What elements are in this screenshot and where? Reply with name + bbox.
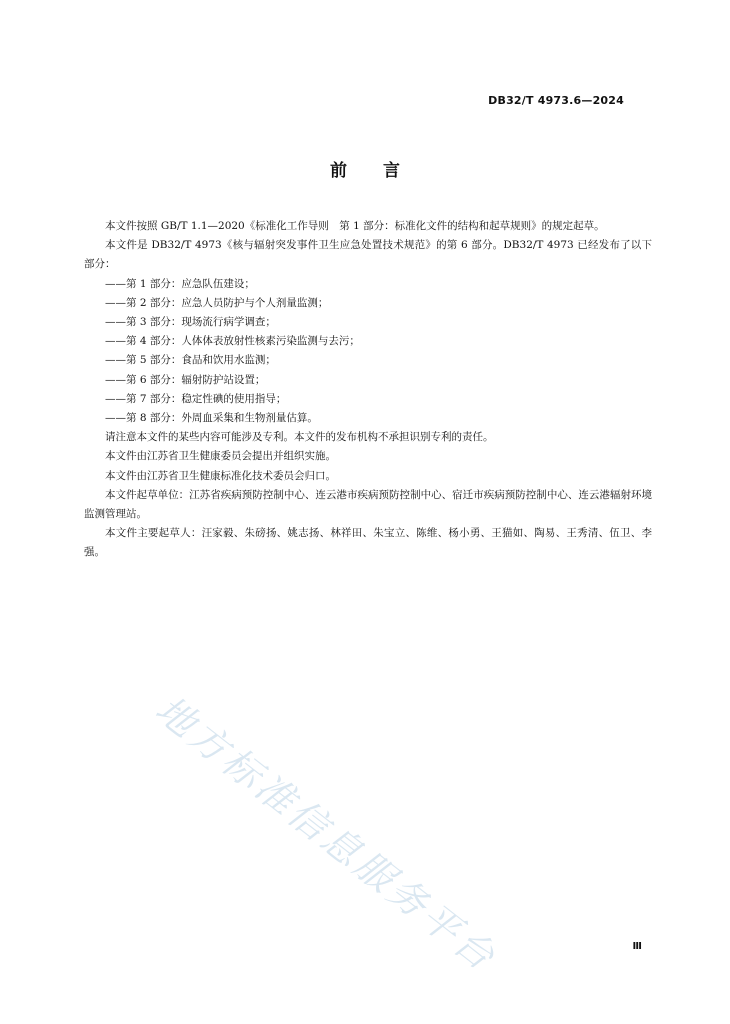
part-list-item: ——第 5 部分：食品和饮用水监测；	[105, 354, 276, 367]
part-list-item: ——第 3 部分：现场流行病学调查；	[105, 316, 276, 329]
part-list-item: ——第 4 部分：人体体表放射性核素污染监测与去污；	[105, 335, 360, 348]
paragraph-proposer: 本文件由江苏省卫生健康委员会提出并组织实施。	[105, 450, 336, 463]
part-list-item: ——第 7 部分：稳定性碘的使用指导；	[105, 392, 287, 405]
page-number: Ⅲ	[632, 941, 642, 952]
page-title: 前言	[330, 161, 436, 181]
part-list-item: ——第 6 部分：辐射防护站设置；	[105, 373, 266, 386]
paragraph-centralized-by: 本文件由江苏省卫生健康标准化技术委员会归口。	[105, 469, 336, 482]
foreword-body	[84, 217, 652, 563]
paragraph-drafting-units: 本文件起草单位：江苏省疾病预防控制中心、连云港市疾病预防控制中心、宿迁市疾病预防控制中心、连云港辐射环境监测管理站。	[84, 488, 652, 521]
part-list-item: ——第 8 部分：外周血采集和生物剂量估算。	[105, 412, 318, 425]
watermark: 地方标准信息服务平台	[147, 687, 506, 981]
paragraph-drafters: 本文件主要起草人：汪家毅、朱磅扬、姚志扬、林祥田、朱宝立、陈维、杨小勇、王猫如、陶易、王秀清、伍卫、李强。	[84, 527, 652, 559]
part-list-item: ——第 1 部分：应急队伍建设；	[105, 277, 255, 290]
document-code: DB32/T 4973.6—2024	[488, 94, 624, 107]
part-list-item: ——第 2 部分：应急人员防护与个人剂量监测；	[105, 296, 329, 309]
paragraph-patent-notice: 请注意本文件的某些内容可能涉及专利。本文件的发布机构不承担识别专利的责任。	[105, 431, 494, 444]
paragraph-series-intro: 本文件是 DB32/T 4973《核与辐射突发事件卫生应急处置技术规范》的第 6 部分。DB32/T 4973 已经发布了以下部分：	[84, 239, 652, 271]
paragraph-drafting-rules: 本文件按照 GB/T 1.1—2020《标准化工作导则 第 1 部分：标准化文件的结构和起草规则》的规定起草。	[105, 220, 605, 232]
